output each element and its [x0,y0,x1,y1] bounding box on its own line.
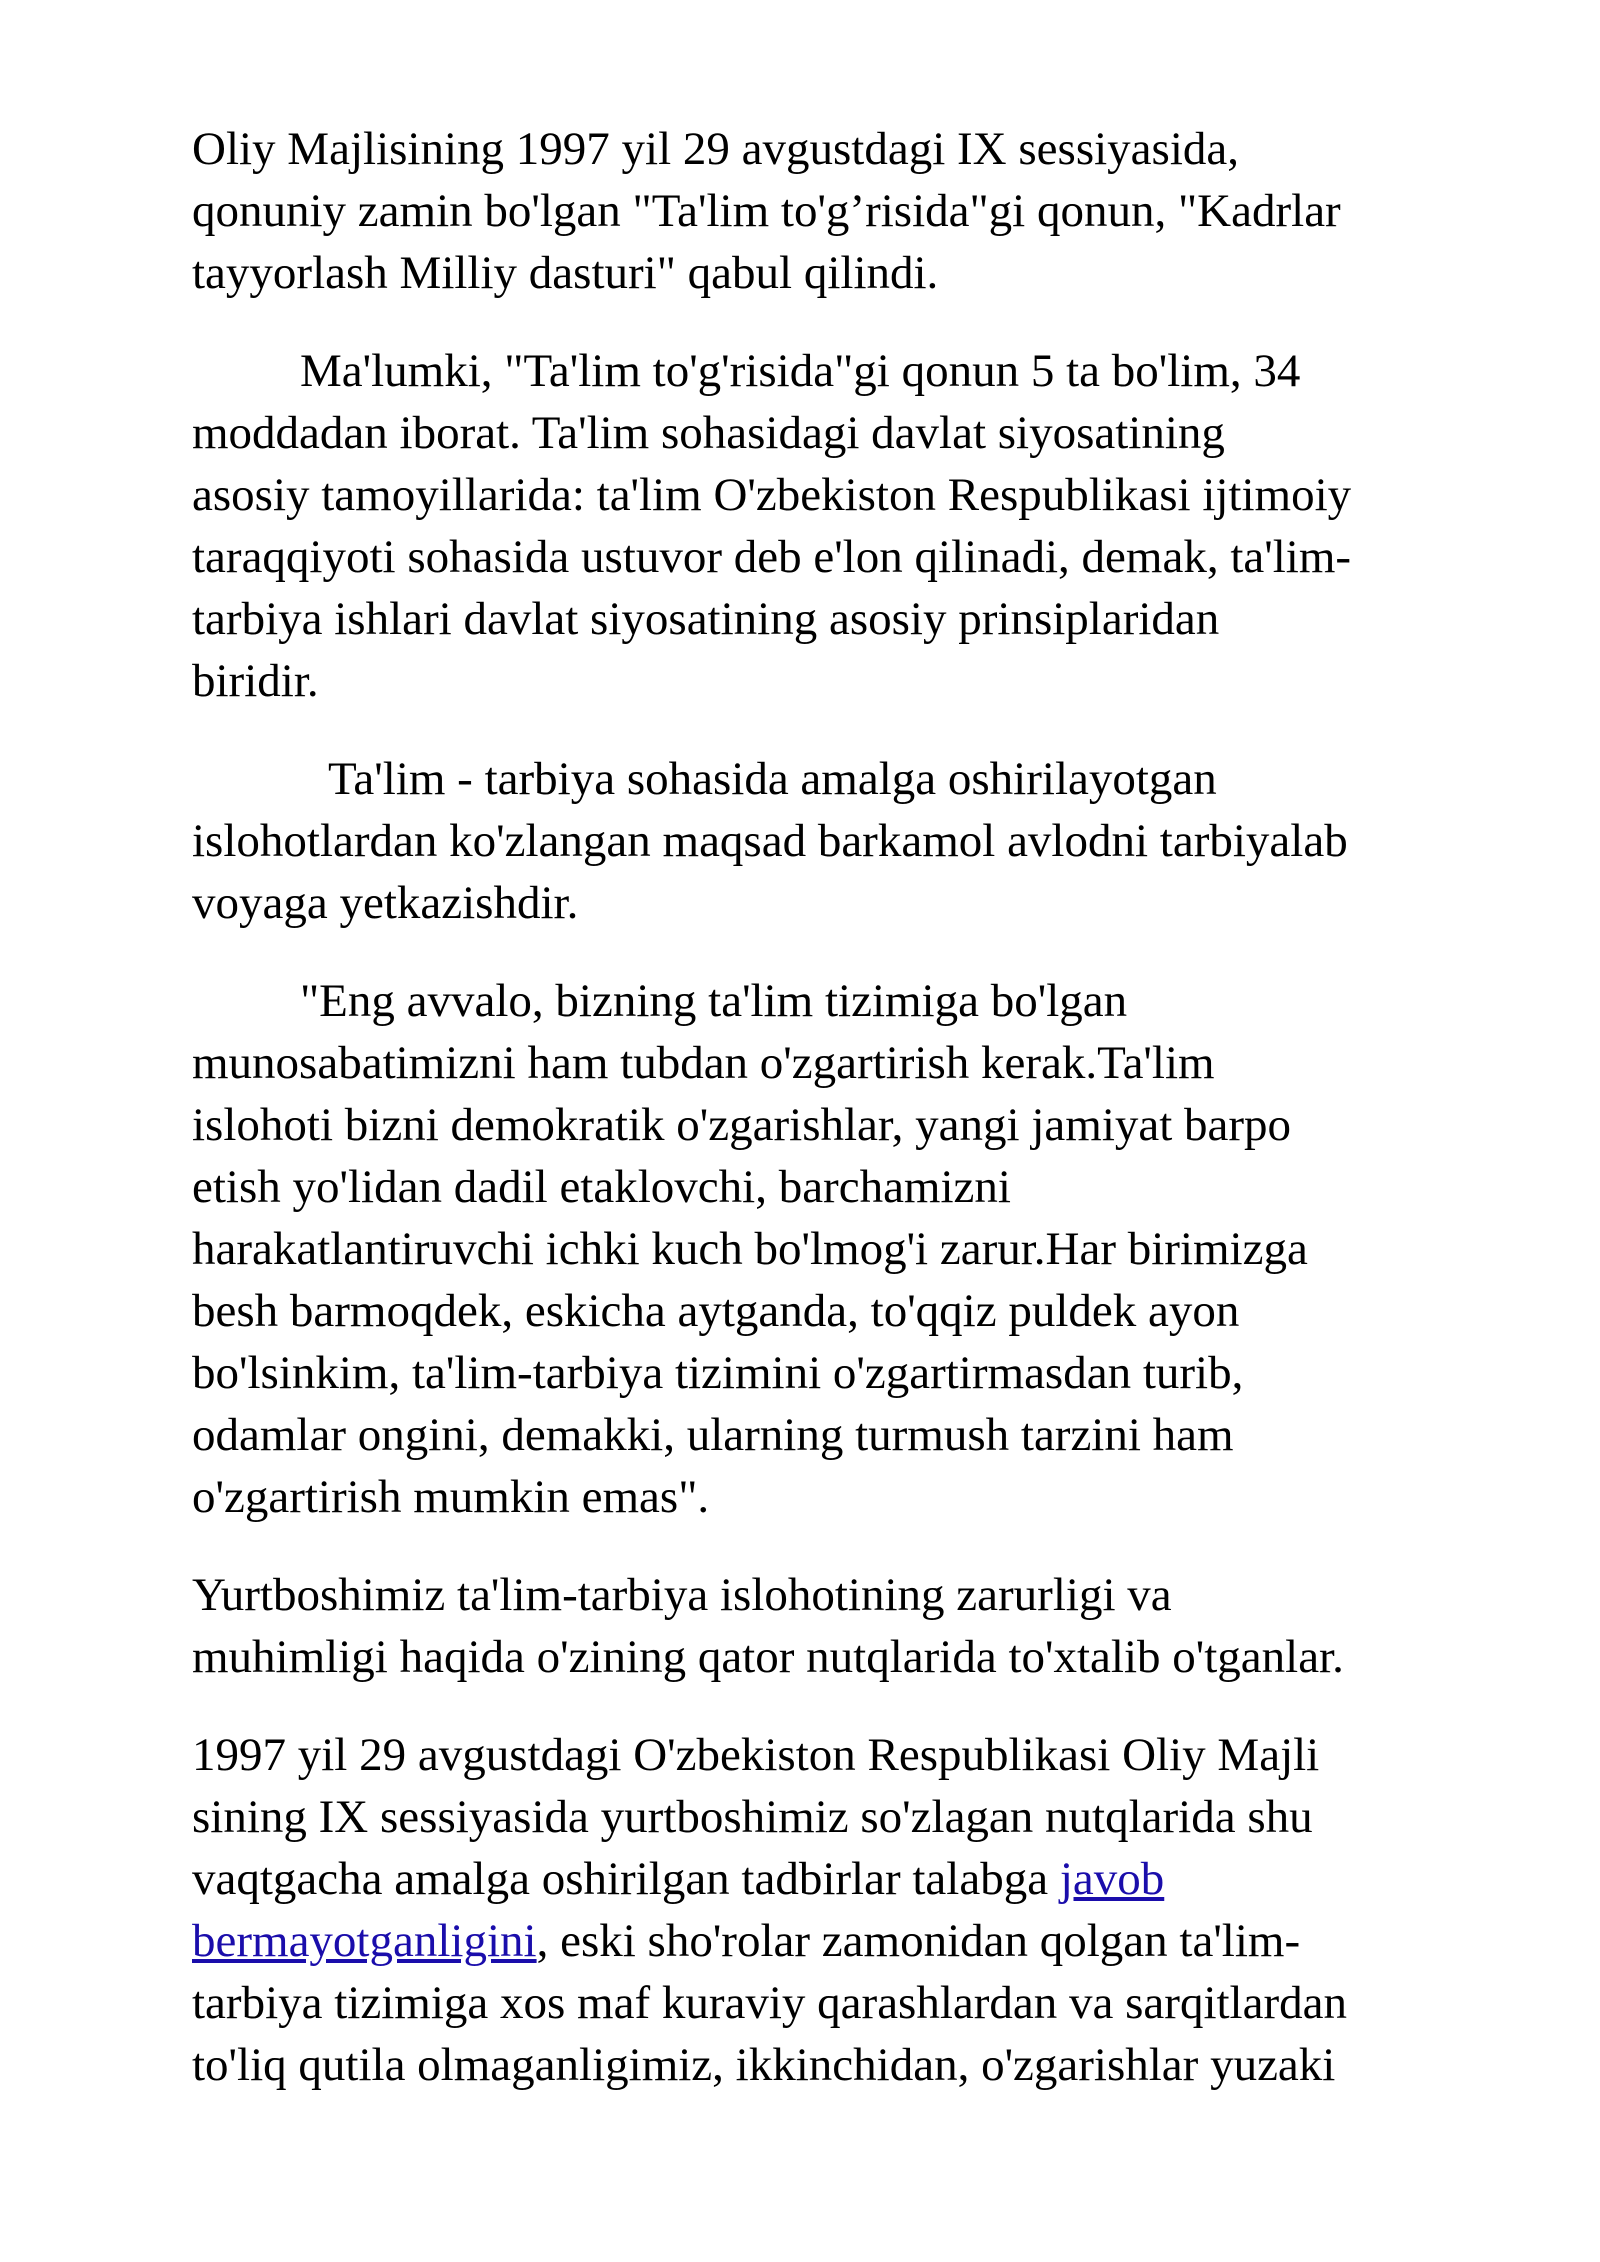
paragraph-5 [192,1564,1532,1688]
document-body [192,118,1532,2132]
text-line: etish yo'lidan dadil etaklovchi, barchamizni [192,1161,1011,1213]
text-line: besh barmoqdek, eskicha aytganda, to'qqiz puldek ayon [192,1285,1240,1337]
javob-link-part-1[interactable]: javob [1059,1853,1165,1905]
paragraph-4-quote [192,970,1532,1528]
text-segment: vaqtgacha amalga oshirilgan tadbirlar talabga [192,1853,1060,1905]
text-line: voyaga yetkazishdir. [192,877,579,929]
text-line: biridir. [192,655,319,707]
text-line: Yurtboshimiz ta'lim-tarbiya islohotining zarurligi va [192,1569,1172,1621]
text-line: Ta'lim - tarbiya sohasida amalga oshirilayotgan [328,753,1217,805]
text-line: tarbiya ishlari davlat siyosatining asosiy prinsiplaridan [192,593,1220,645]
text-line: munosabatimizni ham tubdan o'zgartirish kerak.Ta'lim [192,1037,1215,1089]
text-line: tayyorlash Milliy dasturi" qabul qilindi. [192,247,939,299]
text-line: "Eng avvalo, bizning ta'lim tizimiga bo'lgan [300,975,1128,1027]
text-line: taraqqiyoti sohasida ustuvor deb e'lon qilinadi, demak, ta'lim- [192,531,1352,583]
text-line: Ma'lumki, "Ta'lim to'g'risida"gi qonun 5 ta bo'lim, 34 [300,345,1301,397]
text-line: islohotlardan ko'zlangan maqsad barkamol avlodni tarbiyalab [192,815,1348,867]
text-line: sining IX sessiyasida yurtboshimiz so'zlagan nutqlarida shu [192,1791,1313,1843]
javob-link-part-2[interactable]: bermayotganligini [192,1915,537,1967]
text-line: o'zgartirish mumkin emas". [192,1471,710,1523]
text-line: Oliy Majlisining 1997 yil 29 avgustdagi IX sessiyasida, [192,123,1239,175]
paragraph-3 [192,748,1532,934]
text-line: odamlar ongini, demakki, ularning turmush tarzini ham [192,1409,1234,1461]
text-line: harakatlantiruvchi ichki kuch bo'lmog'i zarur.Har birimizga [192,1223,1308,1275]
text-line: islohoti bizni demokratik o'zgarishlar, yangi jamiyat barpo [192,1099,1292,1151]
text-line: tarbiya tizimiga xos maf kuraviy qarashlardan va sarqitlardan [192,1977,1347,2029]
text-line-with-link [192,1910,1532,1972]
text-line: bo'lsinkim, ta'lim-tarbiya tizimini o'zgartirmasdan turib, [192,1347,1244,1399]
text-line-with-link [192,1848,1532,1910]
text-line: 1997 yil 29 avgustdagi O'zbekiston Respublikasi Oliy Majli [192,1729,1320,1781]
paragraph-6 [192,1724,1532,2096]
text-segment: , eski sho'rolar zamonidan qolgan ta'lim- [536,1915,1301,1967]
text-line: qonuniy zamin bo'lgan "Ta'lim to'g’risida"gi qonun, "Kadrlar [192,185,1341,237]
paragraph-1 [192,118,1532,304]
text-line: muhimligi haqida o'zining qator nutqlarida to'xtalib o'tganlar. [192,1631,1344,1683]
text-line: moddadan iborat. Ta'lim sohasidagi davlat siyosatining [192,407,1225,459]
paragraph-2 [192,340,1532,712]
text-line: to'liq qutila olmaganligimiz, ikkinchidan, o'zgarishlar yuzaki [192,2039,1336,2091]
text-line: asosiy tamoyillarida: ta'lim O'zbekiston Respublikasi ijtimoiy [192,469,1352,521]
